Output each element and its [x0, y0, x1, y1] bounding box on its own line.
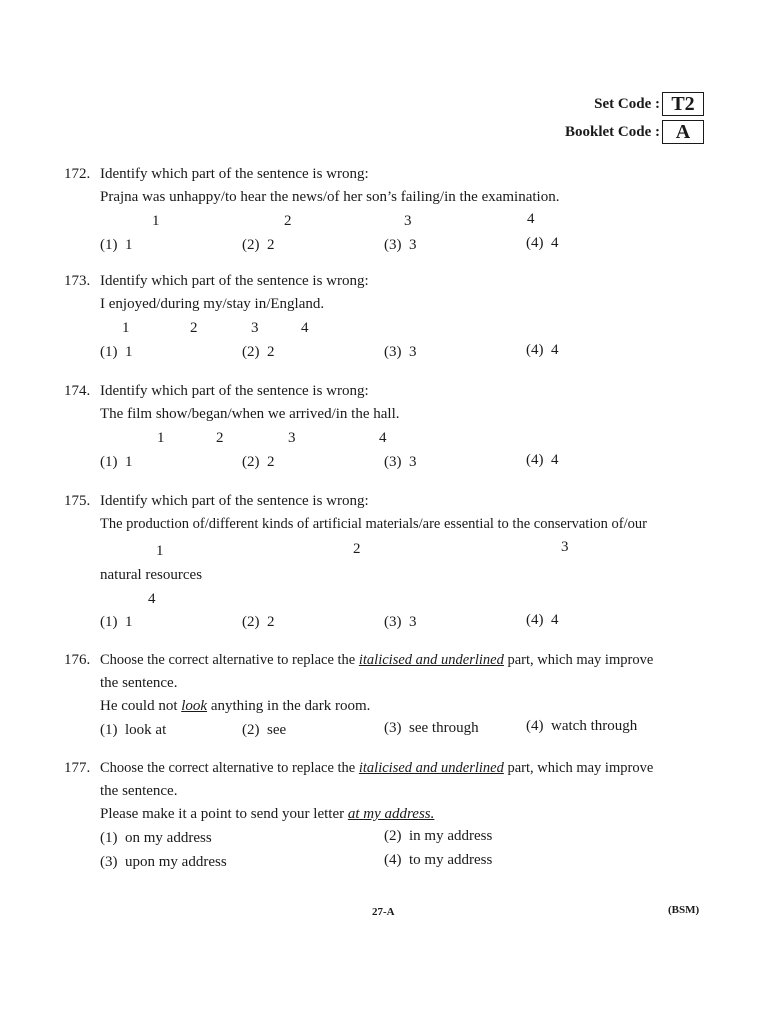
part-marker-2: 2: [353, 541, 361, 557]
option-number: (4): [526, 235, 544, 251]
option-3[interactable]: [100, 854, 227, 871]
option-text: on my address: [125, 830, 212, 846]
part-marker-3: 3: [561, 539, 569, 555]
question-sentence: Prajna was unhappy/to hear the news/of her son’s failing/in the examination.: [100, 189, 560, 205]
option-text: watch through: [551, 718, 638, 734]
option-number: (4): [526, 718, 544, 734]
question-sentence: [100, 698, 370, 715]
option-4[interactable]: [526, 235, 559, 252]
option-3[interactable]: [384, 237, 417, 254]
option-number: (1): [100, 614, 118, 630]
option-number: (2): [242, 237, 260, 253]
question-number: 175.: [64, 493, 91, 509]
prompt-emphasis: italicised and underlined: [358, 760, 504, 776]
option-1[interactable]: [100, 454, 133, 471]
prompt-text: Choose the correct alternative to replace the: [100, 760, 359, 776]
question-prompt: [100, 652, 653, 669]
set-code-value: T2: [662, 92, 704, 116]
option-number: (4): [526, 452, 544, 468]
option-number: (4): [526, 342, 544, 358]
option-number: (1): [100, 454, 118, 470]
sentence-text: He could not: [100, 698, 182, 714]
part-marker-4: 4: [301, 320, 309, 336]
part-marker-1: 1: [157, 430, 165, 446]
option-4[interactable]: [526, 452, 559, 469]
sentence-emphasis: at my address.: [347, 806, 435, 822]
part-marker-1: 1: [152, 213, 160, 229]
option-text: 4: [551, 612, 559, 628]
option-text: 2: [267, 614, 275, 630]
option-3[interactable]: [384, 454, 417, 471]
question-prompt: Identify which part of the sentence is wrong:: [100, 166, 369, 182]
question-number: 174.: [64, 383, 91, 399]
question-prompt: Identify which part of the sentence is wrong:: [100, 493, 369, 509]
option-text: 3: [409, 614, 417, 630]
question-sentence: The film show/began/when we arrived/in the hall.: [100, 406, 400, 422]
option-text: 4: [551, 342, 559, 358]
option-text: 1: [125, 454, 133, 470]
option-number: (3): [384, 614, 402, 630]
question-number: 176.: [64, 652, 91, 668]
sentence-text-end: anything in the dark room.: [207, 698, 371, 714]
option-number: (1): [100, 237, 118, 253]
option-number: (3): [384, 720, 402, 736]
question-prompt: Identify which part of the sentence is wrong:: [100, 383, 369, 399]
part-marker-4: 4: [527, 211, 535, 227]
option-1[interactable]: [100, 237, 133, 254]
option-text: 2: [267, 237, 275, 253]
option-text: see through: [409, 720, 479, 736]
option-number: (4): [384, 852, 402, 868]
option-number: (2): [242, 614, 260, 630]
option-text: 3: [409, 344, 417, 360]
option-number: (3): [384, 344, 402, 360]
option-text: 1: [125, 344, 133, 360]
option-1[interactable]: [100, 722, 166, 739]
question-sentence-continuation: natural resources: [100, 567, 203, 583]
option-text: 3: [409, 454, 417, 470]
question-number: 173.: [64, 273, 91, 289]
sentence-emphasis: look: [181, 698, 208, 714]
option-number: (3): [100, 854, 118, 870]
part-marker-2: 2: [216, 430, 224, 446]
option-text: see: [267, 722, 287, 738]
part-marker-1: 1: [156, 543, 164, 559]
option-4[interactable]: [526, 718, 637, 735]
option-text: in my address: [409, 828, 493, 844]
option-4[interactable]: [526, 612, 559, 629]
option-text: upon my address: [125, 854, 227, 870]
question-number: 172.: [64, 166, 91, 182]
option-2[interactable]: [242, 614, 275, 631]
booklet-code-label: Booklet Code :: [565, 124, 660, 140]
option-2[interactable]: [242, 454, 275, 471]
option-number: (1): [100, 830, 118, 846]
option-text: to my address: [409, 852, 493, 868]
question-prompt: Identify which part of the sentence is wrong:: [100, 273, 369, 289]
option-number: (4): [526, 612, 544, 628]
option-text: 2: [267, 454, 275, 470]
option-number: (2): [242, 344, 260, 360]
sentence-text: Please make it a point to send your letter: [100, 806, 348, 822]
prompt-emphasis: italicised and underlined: [358, 652, 504, 668]
option-1[interactable]: [100, 344, 133, 361]
set-code-label: Set Code :: [594, 96, 660, 112]
prompt-text: Choose the correct alternative to replace the: [100, 652, 359, 668]
question-sentence: [100, 806, 434, 823]
part-marker-3: 3: [404, 213, 412, 229]
part-marker-3: 3: [251, 320, 259, 336]
part-marker-2: 2: [190, 320, 198, 336]
option-3[interactable]: [384, 720, 479, 737]
option-3[interactable]: [384, 344, 417, 361]
booklet-code-value: A: [662, 120, 704, 144]
option-4[interactable]: [384, 852, 492, 869]
option-text: 4: [551, 452, 559, 468]
question-prompt: [100, 760, 653, 777]
option-1[interactable]: [100, 830, 212, 847]
option-2[interactable]: [384, 828, 492, 845]
option-number: (2): [242, 454, 260, 470]
option-text: 1: [125, 237, 133, 253]
part-marker-4: 4: [148, 591, 156, 607]
option-1[interactable]: [100, 614, 133, 631]
option-number: (2): [242, 722, 260, 738]
question-prompt-line2: the sentence.: [100, 675, 178, 691]
option-number: (1): [100, 722, 118, 738]
option-text: 3: [409, 237, 417, 253]
part-marker-2: 2: [284, 213, 292, 229]
option-number: (1): [100, 344, 118, 360]
option-2[interactable]: [242, 344, 275, 361]
option-number: (2): [384, 828, 402, 844]
option-text: 2: [267, 344, 275, 360]
question-number: 177.: [64, 760, 91, 776]
prompt-text-end: part, which may improve: [503, 760, 654, 776]
option-number: (3): [384, 237, 402, 253]
option-text: 4: [551, 235, 559, 251]
question-prompt-line2: the sentence.: [100, 783, 178, 799]
option-3[interactable]: [384, 614, 417, 631]
option-4[interactable]: [526, 342, 559, 359]
booklet-series-code: (BSM): [668, 904, 700, 916]
question-sentence: The production of/different kinds of artificial materials/are essential to the conservation of/our: [100, 516, 647, 532]
option-2[interactable]: [242, 237, 275, 254]
option-2[interactable]: [242, 722, 286, 739]
option-text: look at: [125, 722, 167, 738]
prompt-text-end: part, which may improve: [503, 652, 654, 668]
part-marker-4: 4: [379, 430, 387, 446]
option-number: (3): [384, 454, 402, 470]
part-marker-3: 3: [288, 430, 296, 446]
page-number: 27-A: [372, 906, 395, 918]
part-marker-1: 1: [122, 320, 130, 336]
option-text: 1: [125, 614, 133, 630]
question-sentence: I enjoyed/during my/stay in/England.: [100, 296, 325, 312]
